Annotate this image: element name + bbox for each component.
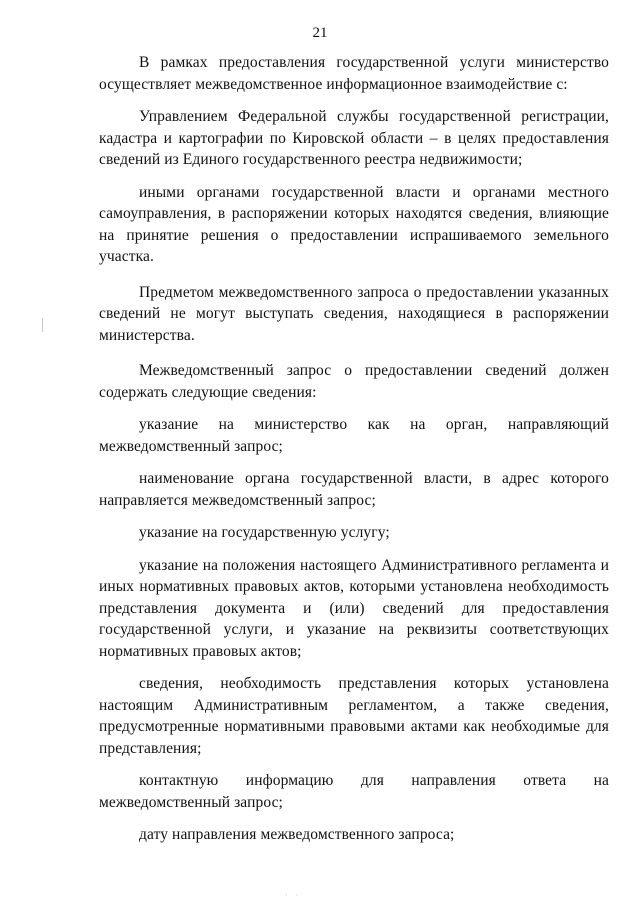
- list-item-contact-information: контактную информацию для направления ответа на межведомственный запрос;: [99, 772, 609, 811]
- paragraph-interaction-intro: В рамках предоставления государственной услуги министерство осуществляет межведомственное информационное взаимодействие с:: [99, 54, 609, 93]
- page-number: 21: [312, 25, 328, 41]
- paragraph-other-authorities: иными органами государственной власти и органами местного самоуправления, в распоряжении которых находятся сведения, влияющие на принятие решения о предоставлении испрашиваемого земельного участка.: [99, 183, 609, 265]
- list-item-request-date: дату направления межведомственного запроса;: [139, 826, 455, 843]
- list-item-authority-name: наименование органа государственной власти, в адрес которого направляется межведомственный запрос;: [99, 470, 609, 509]
- document-body: [99, 52, 609, 857]
- scan-artifact-line: [42, 318, 43, 332]
- list-item-regulation-provisions: указание на положения настоящего Административного регламента и иных нормативных правовых актов, которыми установлена необходимость представления документа и (или) сведений для предоставления государственной услуги, и указание на реквизиты соответствующих нормативных правовых актов;: [99, 556, 609, 660]
- paragraph-request-subject: Предметом межведомственного запроса о предоставлении указанных сведений не могут выступать сведения, находящиеся в распоряжении министерства.: [99, 283, 609, 344]
- scan-artifact-dots: · ·: [285, 891, 302, 900]
- list-item-state-service: указание на государственную услугу;: [139, 524, 390, 541]
- paragraph-request-contents: Межведомственный запрос о предоставлении сведений должен содержать следующие сведения:: [99, 362, 609, 401]
- list-item-ministry: указание на министерство как на орган, направляющий межведомственный запрос;: [99, 416, 609, 455]
- paragraph-rosreestr: Управлением Федеральной службы государственной регистрации, кадастра и картографии по Кировской области – в целях предоставления сведений из Единого государственного реестра недвижимости;: [99, 108, 609, 168]
- list-item-required-information: сведения, необходимость представления которых установлена настоящим Административным регламентом, а также сведения, предусмотренные нормативными правовыми актами как необходимые для представления;: [99, 675, 609, 757]
